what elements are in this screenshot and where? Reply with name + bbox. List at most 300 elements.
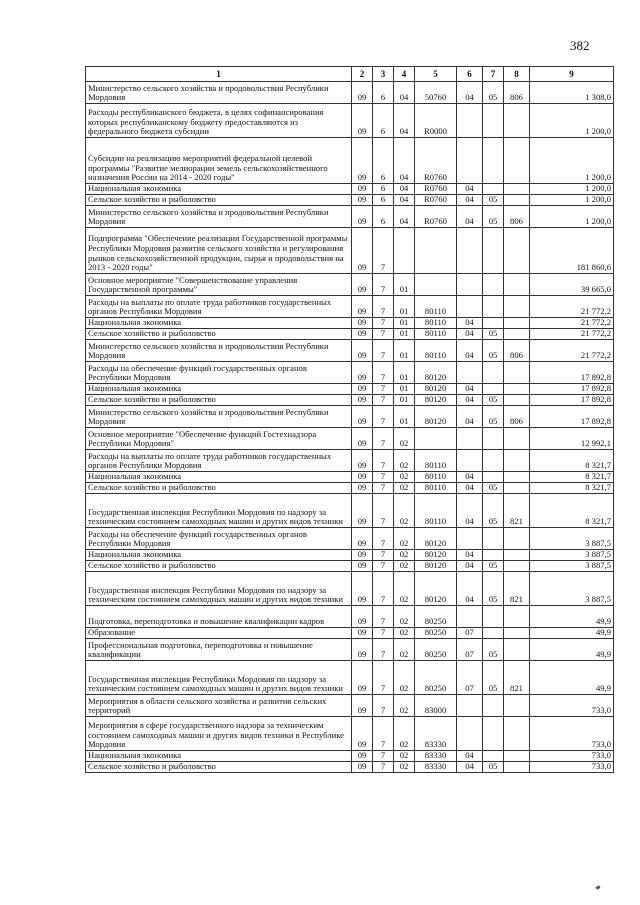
expense-type-cell bbox=[504, 329, 530, 340]
subprogram-code-cell: 02 bbox=[394, 450, 415, 472]
table-row bbox=[86, 395, 614, 406]
row-name-cell: Расходы на выплаты по оплате труда работников государственных органов Республики Мордовия bbox=[86, 296, 352, 318]
chapter-code-cell bbox=[457, 104, 483, 138]
amount-cell: 8 321,7 bbox=[530, 494, 614, 528]
subsection-code-cell bbox=[483, 384, 504, 395]
chapter-code-cell: 04 bbox=[457, 561, 483, 572]
subsection-code-cell: 05 bbox=[483, 195, 504, 206]
amount-cell: 21 772,2 bbox=[530, 340, 614, 362]
chapter-code-cell bbox=[457, 428, 483, 450]
subprogram-code-cell: 02 bbox=[394, 550, 415, 561]
row-name-cell: Сельское хозяйство и рыболовство bbox=[86, 395, 352, 406]
row-name-cell: Расходы на выплаты по оплате труда работников государственных органов Республики Мордовия bbox=[86, 450, 352, 472]
subsection-code-cell bbox=[483, 362, 504, 384]
expense-type-cell bbox=[504, 184, 530, 195]
row-name-cell: Профессиональная подготовка, переподготовка и повышение квалификации bbox=[86, 639, 352, 661]
table-row bbox=[86, 362, 614, 384]
subprogram-code-cell: 04 bbox=[394, 104, 415, 138]
row-name-cell: Мероприятия в области сельского хозяйства и развития сельских территорий bbox=[86, 695, 352, 717]
target-article-cell: R0760 bbox=[415, 138, 457, 184]
target-article-cell: 80120 bbox=[415, 406, 457, 428]
amount-cell: 1 200,0 bbox=[530, 104, 614, 138]
program-code-cell: 7 bbox=[373, 606, 394, 628]
amount-cell: 1 200,0 bbox=[530, 206, 614, 228]
table-row bbox=[86, 82, 614, 104]
target-article-cell: 80110 bbox=[415, 472, 457, 483]
expense-type-cell: 806 bbox=[504, 406, 530, 428]
section-code-cell: 09 bbox=[352, 296, 373, 318]
subprogram-code-cell: 02 bbox=[394, 717, 415, 751]
row-name-cell: Сельское хозяйство и рыболовство bbox=[86, 561, 352, 572]
row-name-cell: Национальная экономика bbox=[86, 472, 352, 483]
subsection-code-cell bbox=[483, 450, 504, 472]
program-code-cell: 7 bbox=[373, 296, 394, 318]
table-row bbox=[86, 717, 614, 751]
subprogram-code-cell: 04 bbox=[394, 82, 415, 104]
column-header-4: 4 bbox=[394, 67, 415, 82]
section-code-cell: 09 bbox=[352, 329, 373, 340]
table-row bbox=[86, 428, 614, 450]
subsection-code-cell bbox=[483, 296, 504, 318]
table-header-row bbox=[86, 67, 614, 82]
row-name-cell: Субсидии на реализацию мероприятий федеральной целевой программы "Развитие мелиорации земель сельскохозяйственного назначения России на 2014 - 2020 годы" bbox=[86, 138, 352, 184]
chapter-code-cell bbox=[457, 606, 483, 628]
chapter-code-cell: 04 bbox=[457, 550, 483, 561]
expense-type-cell bbox=[504, 318, 530, 329]
program-code-cell: 7 bbox=[373, 628, 394, 639]
chapter-code-cell: 04 bbox=[457, 572, 483, 606]
amount-cell: 12 992,1 bbox=[530, 428, 614, 450]
subsection-code-cell: 05 bbox=[483, 406, 504, 428]
section-code-cell: 09 bbox=[352, 384, 373, 395]
subprogram-code-cell: 01 bbox=[394, 329, 415, 340]
program-code-cell: 7 bbox=[373, 340, 394, 362]
section-code-cell: 09 bbox=[352, 561, 373, 572]
row-name-cell: Расходы республиканского бюджета, в целях софинансирования которых республиканскому бюджету предоставляются из федерального бюджета субсидии bbox=[86, 104, 352, 138]
table-row bbox=[86, 329, 614, 340]
expense-type-cell: 806 bbox=[504, 340, 530, 362]
row-name-cell: Подпрограмма "Обеспечение реализации Государственной программы Республики Мордовия развития сельского хозяйства и регулирования рынков сельскохозяйственной продукции, сырья и продовольствия на 2013 - 2020 годы" bbox=[86, 228, 352, 274]
target-article-cell: 80120 bbox=[415, 362, 457, 384]
expense-type-cell: 806 bbox=[504, 206, 530, 228]
section-code-cell: 09 bbox=[352, 661, 373, 695]
program-code-cell: 7 bbox=[373, 274, 394, 296]
row-name-cell: Национальная экономика bbox=[86, 550, 352, 561]
expense-type-cell bbox=[504, 195, 530, 206]
target-article-cell: 83330 bbox=[415, 717, 457, 751]
row-name-cell: Государственная инспекция Республики Мордовия по надзору за техническим состоянием самоходных машин и других видов техники bbox=[86, 494, 352, 528]
program-code-cell: 6 bbox=[373, 104, 394, 138]
amount-cell: 21 772,2 bbox=[530, 296, 614, 318]
chapter-code-cell: 04 bbox=[457, 195, 483, 206]
subprogram-code-cell: 02 bbox=[394, 762, 415, 773]
amount-cell: 49,9 bbox=[530, 661, 614, 695]
program-code-cell: 7 bbox=[373, 762, 394, 773]
chapter-code-cell bbox=[457, 528, 483, 550]
amount-cell: 3 887,5 bbox=[530, 550, 614, 561]
subprogram-code-cell: 04 bbox=[394, 138, 415, 184]
section-code-cell: 09 bbox=[352, 606, 373, 628]
section-code-cell: 09 bbox=[352, 639, 373, 661]
table-row bbox=[86, 138, 614, 184]
amount-cell: 17 892,8 bbox=[530, 362, 614, 384]
program-code-cell: 7 bbox=[373, 639, 394, 661]
row-name-cell: Подготовка, переподготовка и повышение квалификации кадров bbox=[86, 606, 352, 628]
budget-table bbox=[85, 66, 614, 773]
subprogram-code-cell: 02 bbox=[394, 695, 415, 717]
expense-type-cell bbox=[504, 561, 530, 572]
chapter-code-cell: 04 bbox=[457, 340, 483, 362]
section-code-cell: 09 bbox=[352, 395, 373, 406]
row-name-cell: Сельское хозяйство и рыболовство bbox=[86, 483, 352, 494]
subsection-code-cell: 05 bbox=[483, 494, 504, 528]
target-article-cell: R0000 bbox=[415, 104, 457, 138]
chapter-code-cell bbox=[457, 274, 483, 296]
subsection-code-cell: 05 bbox=[483, 762, 504, 773]
subsection-code-cell: 05 bbox=[483, 82, 504, 104]
subprogram-code-cell: 04 bbox=[394, 195, 415, 206]
column-header-8: 8 bbox=[504, 67, 530, 82]
table-row bbox=[86, 184, 614, 195]
expense-type-cell bbox=[504, 384, 530, 395]
row-name-cell: Национальная экономика bbox=[86, 384, 352, 395]
program-code-cell: 7 bbox=[373, 450, 394, 472]
chapter-code-cell: 04 bbox=[457, 762, 483, 773]
section-code-cell: 09 bbox=[352, 550, 373, 561]
expense-type-cell bbox=[504, 274, 530, 296]
target-article-cell: R0760 bbox=[415, 195, 457, 206]
chapter-code-cell bbox=[457, 362, 483, 384]
subprogram-code-cell: 01 bbox=[394, 362, 415, 384]
section-code-cell: 09 bbox=[352, 184, 373, 195]
section-code-cell: 09 bbox=[352, 751, 373, 762]
table-body bbox=[86, 82, 614, 773]
column-header-3: 3 bbox=[373, 67, 394, 82]
subprogram-code-cell: 04 bbox=[394, 206, 415, 228]
chapter-code-cell: 04 bbox=[457, 384, 483, 395]
row-name-cell: Мероприятия в сфере государственного надзора за техническим состоянием самоходных машин и других видов техники в Республике Мордовия bbox=[86, 717, 352, 751]
subprogram-code-cell: 02 bbox=[394, 472, 415, 483]
chapter-code-cell: 04 bbox=[457, 472, 483, 483]
expense-type-cell bbox=[504, 138, 530, 184]
subsection-code-cell bbox=[483, 606, 504, 628]
column-header-6: 6 bbox=[457, 67, 483, 82]
target-article-cell: 80250 bbox=[415, 628, 457, 639]
expense-type-cell bbox=[504, 395, 530, 406]
row-name-cell: Сельское хозяйство и рыболовство bbox=[86, 195, 352, 206]
subprogram-code-cell: 02 bbox=[394, 494, 415, 528]
amount-cell: 17 892,8 bbox=[530, 406, 614, 428]
page-number: 382 bbox=[570, 38, 590, 53]
program-code-cell: 7 bbox=[373, 483, 394, 494]
subprogram-code-cell: 04 bbox=[394, 184, 415, 195]
table-row bbox=[86, 472, 614, 483]
target-article-cell: R0760 bbox=[415, 206, 457, 228]
subsection-code-cell bbox=[483, 138, 504, 184]
expense-type-cell bbox=[504, 717, 530, 751]
table-row bbox=[86, 274, 614, 296]
program-code-cell: 7 bbox=[373, 362, 394, 384]
target-article-cell: 80110 bbox=[415, 340, 457, 362]
chapter-code-cell: 04 bbox=[457, 184, 483, 195]
section-code-cell: 09 bbox=[352, 274, 373, 296]
target-article-cell: 80120 bbox=[415, 384, 457, 395]
target-article-cell: 80110 bbox=[415, 483, 457, 494]
expense-type-cell: 821 bbox=[504, 661, 530, 695]
program-code-cell: 7 bbox=[373, 395, 394, 406]
expense-type-cell bbox=[504, 428, 530, 450]
subsection-code-cell: 05 bbox=[483, 206, 504, 228]
expense-type-cell bbox=[504, 550, 530, 561]
chapter-code-cell: 04 bbox=[457, 751, 483, 762]
table-row bbox=[86, 695, 614, 717]
chapter-code-cell bbox=[457, 450, 483, 472]
subsection-code-cell: 05 bbox=[483, 329, 504, 340]
amount-cell: 8 321,7 bbox=[530, 472, 614, 483]
program-code-cell: 7 bbox=[373, 384, 394, 395]
section-code-cell: 09 bbox=[352, 717, 373, 751]
amount-cell: 21 772,2 bbox=[530, 318, 614, 329]
expense-type-cell bbox=[504, 228, 530, 274]
table-row bbox=[86, 384, 614, 395]
program-code-cell: 7 bbox=[373, 661, 394, 695]
subsection-code-cell bbox=[483, 628, 504, 639]
target-article-cell bbox=[415, 274, 457, 296]
program-code-cell: 7 bbox=[373, 406, 394, 428]
amount-cell: 1 200,0 bbox=[530, 195, 614, 206]
amount-cell: 49,9 bbox=[530, 639, 614, 661]
expense-type-cell bbox=[504, 528, 530, 550]
target-article-cell: 80110 bbox=[415, 329, 457, 340]
subprogram-code-cell: 01 bbox=[394, 340, 415, 362]
target-article-cell: 80110 bbox=[415, 450, 457, 472]
program-code-cell: 6 bbox=[373, 138, 394, 184]
row-name-cell: Расходы на обеспечение функций государственных органов Республики Мордовия bbox=[86, 528, 352, 550]
section-code-cell: 09 bbox=[352, 762, 373, 773]
chapter-code-cell: 04 bbox=[457, 483, 483, 494]
expense-type-cell bbox=[504, 104, 530, 138]
target-article-cell: 80250 bbox=[415, 661, 457, 695]
program-code-cell: 7 bbox=[373, 717, 394, 751]
program-code-cell: 7 bbox=[373, 329, 394, 340]
program-code-cell: 6 bbox=[373, 195, 394, 206]
target-article-cell: 83330 bbox=[415, 751, 457, 762]
amount-cell: 1 200,0 bbox=[530, 184, 614, 195]
target-article-cell: 80110 bbox=[415, 318, 457, 329]
expense-type-cell bbox=[504, 762, 530, 773]
chapter-code-cell bbox=[457, 717, 483, 751]
expense-type-cell: 821 bbox=[504, 572, 530, 606]
amount-cell: 49,9 bbox=[530, 606, 614, 628]
subprogram-code-cell: 02 bbox=[394, 483, 415, 494]
subprogram-code-cell: 02 bbox=[394, 606, 415, 628]
target-article-cell: 80120 bbox=[415, 550, 457, 561]
row-name-cell: Министерство сельского хозяйства и продовольствия Республики Мордовия bbox=[86, 406, 352, 428]
expense-type-cell bbox=[504, 362, 530, 384]
subprogram-code-cell: 02 bbox=[394, 572, 415, 606]
program-code-cell: 7 bbox=[373, 751, 394, 762]
section-code-cell: 09 bbox=[352, 494, 373, 528]
section-code-cell: 09 bbox=[352, 406, 373, 428]
section-code-cell: 09 bbox=[352, 318, 373, 329]
row-name-cell: Национальная экономика bbox=[86, 751, 352, 762]
subsection-code-cell: 05 bbox=[483, 572, 504, 606]
expense-type-cell bbox=[504, 751, 530, 762]
subprogram-code-cell: 02 bbox=[394, 428, 415, 450]
subsection-code-cell bbox=[483, 717, 504, 751]
amount-cell: 21 772,2 bbox=[530, 329, 614, 340]
section-code-cell: 09 bbox=[352, 572, 373, 606]
subsection-code-cell bbox=[483, 228, 504, 274]
amount-cell: 733,0 bbox=[530, 751, 614, 762]
amount-cell: 733,0 bbox=[530, 695, 614, 717]
table-row bbox=[86, 528, 614, 550]
table-row bbox=[86, 104, 614, 138]
subprogram-code-cell: 01 bbox=[394, 318, 415, 329]
target-article-cell: 80120 bbox=[415, 561, 457, 572]
amount-cell: 3 887,5 bbox=[530, 572, 614, 606]
program-code-cell: 7 bbox=[373, 572, 394, 606]
row-name-cell: Министерство сельского хозяйства и продовольствия Республики Мордовия bbox=[86, 82, 352, 104]
expense-type-cell bbox=[504, 639, 530, 661]
table-row bbox=[86, 450, 614, 472]
table-row bbox=[86, 483, 614, 494]
program-code-cell: 7 bbox=[373, 318, 394, 329]
table-row bbox=[86, 628, 614, 639]
row-name-cell: Сельское хозяйство и рыболовство bbox=[86, 762, 352, 773]
subsection-code-cell bbox=[483, 528, 504, 550]
table-row bbox=[86, 318, 614, 329]
row-name-cell: Министерство сельского хозяйства и продовольствия Республики Мордовия bbox=[86, 206, 352, 228]
program-code-cell: 6 bbox=[373, 184, 394, 195]
section-code-cell: 09 bbox=[352, 138, 373, 184]
amount-cell: 17 892,8 bbox=[530, 395, 614, 406]
chapter-code-cell: 07 bbox=[457, 661, 483, 695]
amount-cell: 8 321,7 bbox=[530, 450, 614, 472]
subprogram-code-cell: 02 bbox=[394, 628, 415, 639]
target-article-cell: 80250 bbox=[415, 606, 457, 628]
subsection-code-cell bbox=[483, 751, 504, 762]
target-article-cell: 80110 bbox=[415, 494, 457, 528]
margin-mark bbox=[596, 885, 601, 890]
target-article-cell: 80110 bbox=[415, 296, 457, 318]
chapter-code-cell: 07 bbox=[457, 628, 483, 639]
row-name-cell: Министерство сельского хозяйства и продовольствия Республики Мордовия bbox=[86, 340, 352, 362]
expense-type-cell bbox=[504, 628, 530, 639]
program-code-cell: 7 bbox=[373, 472, 394, 483]
chapter-code-cell: 04 bbox=[457, 206, 483, 228]
program-code-cell: 7 bbox=[373, 561, 394, 572]
chapter-code-cell bbox=[457, 138, 483, 184]
section-code-cell: 09 bbox=[352, 195, 373, 206]
subprogram-code-cell: 01 bbox=[394, 395, 415, 406]
row-name-cell: Основное мероприятие "Обеспечение функций Гостехнадзора Республики Мордовия" bbox=[86, 428, 352, 450]
subsection-code-cell: 05 bbox=[483, 483, 504, 494]
section-code-cell: 09 bbox=[352, 528, 373, 550]
section-code-cell: 09 bbox=[352, 228, 373, 274]
program-code-cell: 7 bbox=[373, 550, 394, 561]
amount-cell: 8 321,7 bbox=[530, 483, 614, 494]
amount-cell: 733,0 bbox=[530, 762, 614, 773]
subsection-code-cell bbox=[483, 184, 504, 195]
expense-type-cell: 821 bbox=[504, 494, 530, 528]
amount-cell: 3 887,5 bbox=[530, 528, 614, 550]
expense-type-cell bbox=[504, 296, 530, 318]
section-code-cell: 09 bbox=[352, 362, 373, 384]
target-article-cell: 83330 bbox=[415, 762, 457, 773]
target-article-cell: 83000 bbox=[415, 695, 457, 717]
section-code-cell: 09 bbox=[352, 450, 373, 472]
subsection-code-cell bbox=[483, 274, 504, 296]
subsection-code-cell: 05 bbox=[483, 661, 504, 695]
target-article-cell: 80120 bbox=[415, 395, 457, 406]
chapter-code-cell: 04 bbox=[457, 82, 483, 104]
table-row bbox=[86, 762, 614, 773]
subprogram-code-cell bbox=[394, 228, 415, 274]
subprogram-code-cell: 01 bbox=[394, 274, 415, 296]
chapter-code-cell bbox=[457, 695, 483, 717]
row-name-cell: Сельское хозяйство и рыболовство bbox=[86, 329, 352, 340]
expense-type-cell bbox=[504, 483, 530, 494]
column-header-1: 1 bbox=[86, 67, 352, 82]
expense-type-cell: 806 bbox=[504, 82, 530, 104]
section-code-cell: 09 bbox=[352, 428, 373, 450]
table-row bbox=[86, 228, 614, 274]
program-code-cell: 7 bbox=[373, 494, 394, 528]
subsection-code-cell bbox=[483, 104, 504, 138]
section-code-cell: 09 bbox=[352, 206, 373, 228]
target-article-cell: R0760 bbox=[415, 184, 457, 195]
section-code-cell: 09 bbox=[352, 340, 373, 362]
column-header-7: 7 bbox=[483, 67, 504, 82]
subsection-code-cell: 05 bbox=[483, 340, 504, 362]
amount-cell: 49,9 bbox=[530, 628, 614, 639]
program-code-cell: 7 bbox=[373, 528, 394, 550]
subsection-code-cell: 05 bbox=[483, 395, 504, 406]
subsection-code-cell bbox=[483, 318, 504, 329]
amount-cell: 181 860,6 bbox=[530, 228, 614, 274]
chapter-code-cell: 07 bbox=[457, 639, 483, 661]
subsection-code-cell: 05 bbox=[483, 639, 504, 661]
subsection-code-cell bbox=[483, 472, 504, 483]
row-name-cell: Образование bbox=[86, 628, 352, 639]
table-row bbox=[86, 550, 614, 561]
subprogram-code-cell: 01 bbox=[394, 406, 415, 428]
program-code-cell: 6 bbox=[373, 206, 394, 228]
table-row bbox=[86, 206, 614, 228]
subsection-code-cell bbox=[483, 428, 504, 450]
table-row bbox=[86, 296, 614, 318]
section-code-cell: 09 bbox=[352, 104, 373, 138]
table-row bbox=[86, 606, 614, 628]
chapter-code-cell: 04 bbox=[457, 406, 483, 428]
row-name-cell: Национальная экономика bbox=[86, 184, 352, 195]
table-row bbox=[86, 639, 614, 661]
subprogram-code-cell: 02 bbox=[394, 661, 415, 695]
row-name-cell: Расходы на обеспечение функций государственных органов Республики Мордовия bbox=[86, 362, 352, 384]
amount-cell: 1 308,0 bbox=[530, 82, 614, 104]
table-row bbox=[86, 494, 614, 528]
chapter-code-cell bbox=[457, 296, 483, 318]
subsection-code-cell bbox=[483, 695, 504, 717]
row-name-cell: Национальная экономика bbox=[86, 318, 352, 329]
subprogram-code-cell: 02 bbox=[394, 639, 415, 661]
row-name-cell: Государственная инспекция Республики Мордовия по надзору за техническим состоянием самоходных машин и других видов техники bbox=[86, 572, 352, 606]
table-row bbox=[86, 406, 614, 428]
subsection-code-cell: 05 bbox=[483, 561, 504, 572]
table-row bbox=[86, 572, 614, 606]
subsection-code-cell bbox=[483, 550, 504, 561]
